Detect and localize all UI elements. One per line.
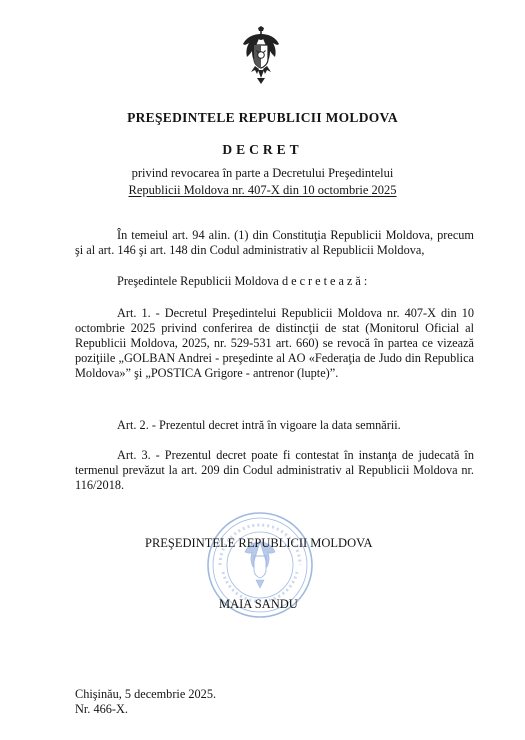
place-and-date: Chişinău, 5 decembrie 2025. [75,687,217,701]
decree-subject-text: Preşedintele Republicii Moldova [117,274,279,288]
decree-authority-title: PREŞEDINTELE REPUBLICII MOLDOVA [127,110,398,125]
subject-line-1: privind revocarea în parte a Decretului Preşedintelui [131,166,394,180]
decree-number: Nr. 466-X. [75,702,128,716]
article-3: Art. 3. - Prezentul decret poate fi contestat în instanţa de judecată în termenul prevăzut la art. 209 din Codul administrativ al Republicii Moldova nr. 116/2018. [75,448,474,492]
decree-verb-text: decretează: [281,274,371,288]
signatory-name: MAIA SANDU [219,597,298,611]
preamble-paragraph: În temeiul art. 94 alin. (1) din Constituţia Republicii Moldova, precum şi al art. 146 şi art. 148 din Codul administrativ al Republicii Moldova, [75,228,474,257]
subject-line-2: Republicii Moldova nr. 407-X din 10 octombrie 2025 [128,183,397,197]
article-1: Art. 1. - Decretul Preşedintelui Republicii Moldova nr. 407-X din 10 octombrie 2025 privind conferirea de distincţii de stat (Monitorul Oficial al Republicii Moldova, 2025, nr. 529-531 art. 660) se revocă în partea ce vizează poziţiile „GOLBAN Andrei - preşedinte al AO «Federaţia de Judo din Republica Moldova»” şi „POSTICA Grigore - antrenor (lupte)”. [75,306,474,380]
decree-subject [0,165,525,199]
coat-of-arms-icon [241,26,281,84]
decree-footer [75,687,216,717]
signatory-title: PREŞEDINTELE REPUBLICII MOLDOVA [145,536,373,550]
decree-formula [75,274,474,289]
article-2: Art. 2. - Prezentul decret intră în vigoare la data semnării. [117,418,401,432]
document-type-heading: DECRET [222,142,303,157]
